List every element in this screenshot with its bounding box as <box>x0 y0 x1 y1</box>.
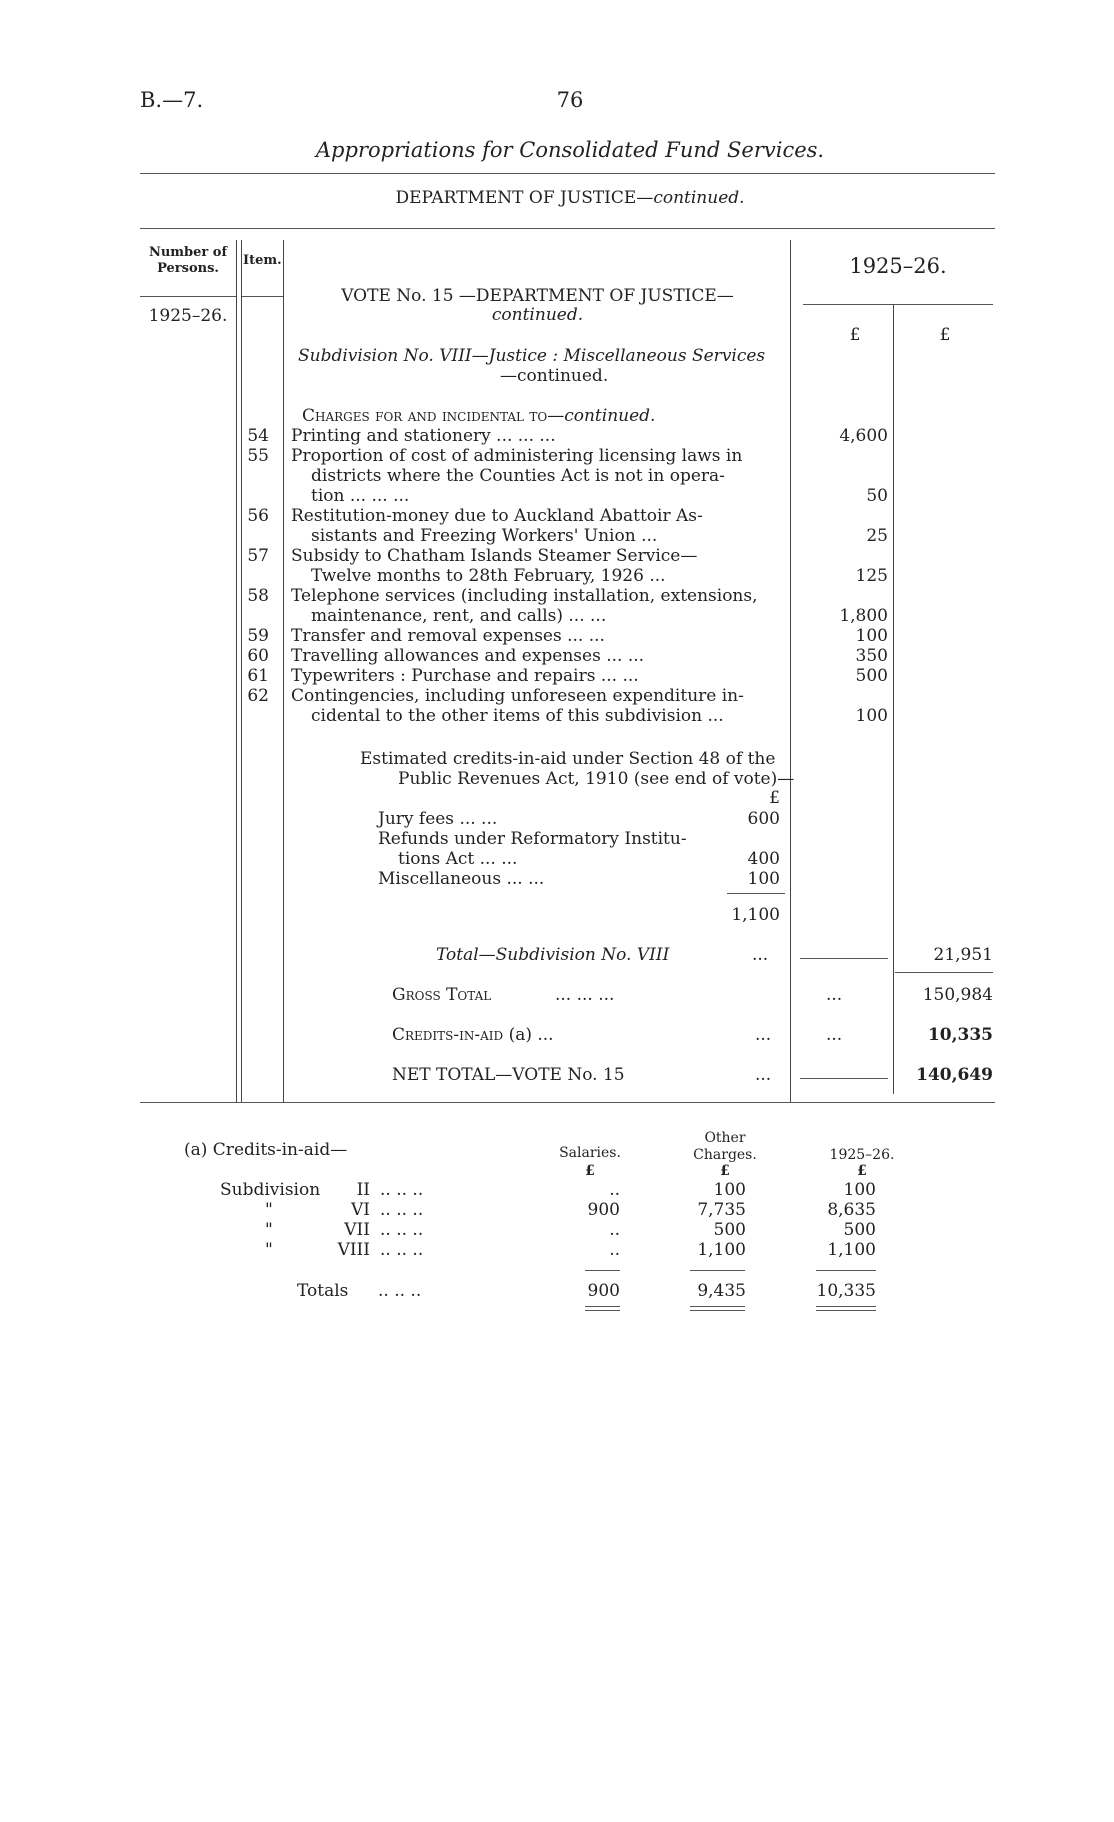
fn-dbl-salaries <box>585 1306 620 1310</box>
fn-row-year: 100 <box>843 1180 876 1200</box>
charges-label: Charges for and incidental to <box>302 406 548 426</box>
gross-total-label: Gross Total <box>392 985 492 1005</box>
item-text: Transfer and removal expenses ... ... <box>291 626 605 646</box>
credits-in-aid-row <box>392 1025 554 1045</box>
col-header-persons: Number of Persons. <box>148 245 228 276</box>
credit-row-misc: Miscellaneous ... ... <box>378 869 545 889</box>
item-text: Twelve months to 28th February, 1926 ... <box>311 566 666 586</box>
gross-total-label-row <box>392 985 491 1005</box>
item-number: 55 <box>247 446 269 466</box>
fn-sum-rule-year <box>816 1270 876 1271</box>
fn-row-salaries: .. <box>609 1180 620 1200</box>
item-number: 57 <box>247 546 269 566</box>
credit-amount-jury: 600 <box>747 809 780 829</box>
fn-totals-leader: .. .. .. <box>378 1281 422 1301</box>
gross-total-value: 150,984 <box>922 985 993 1005</box>
fn-row-leader: .. .. .. <box>380 1220 424 1240</box>
item-text: Contingencies, including unforeseen expenditure in- <box>291 686 744 706</box>
fn-col-year: 1925–26. <box>829 1147 895 1163</box>
fn-row-salaries: 900 <box>587 1200 620 1220</box>
gross-total-mid: ... <box>826 985 843 1005</box>
item-amount: 1,800 <box>839 606 888 626</box>
title-rule <box>140 173 995 174</box>
fn-row-number: II <box>356 1180 370 1200</box>
footnote-title: (a) Credits-in-aid— <box>184 1140 348 1160</box>
text-col-rule <box>790 240 791 1102</box>
fn-row-salaries: .. <box>609 1220 620 1240</box>
item-amount: 100 <box>855 706 888 726</box>
item-number: 58 <box>247 586 269 606</box>
charges-cont: —continued. <box>547 406 656 426</box>
vote-title: VOTE No. 15 —DEPARTMENT OF JUSTICE— <box>341 286 734 306</box>
pound-col2: £ <box>939 325 951 345</box>
subdivision-title-cont: —continued. <box>500 366 609 386</box>
page-title: Appropriations for Consolidated Fund Services. <box>315 138 825 162</box>
subdivision-dash <box>800 958 888 959</box>
fn-row-year: 1,100 <box>827 1240 876 1260</box>
item-text: Restitution-money due to Auckland Abattoir As- <box>291 506 703 526</box>
item-text: cidental to the other items of this subdivision ... <box>311 706 724 726</box>
credit-amount-misc: 100 <box>747 869 780 889</box>
item-number: 56 <box>247 506 269 526</box>
fn-row-ditto: " <box>265 1200 273 1220</box>
fn-row-number: VIII <box>337 1240 370 1260</box>
item-text: Travelling allowances and expenses ... ... <box>291 646 645 666</box>
fn-row-other: 7,735 <box>697 1200 746 1220</box>
item-number: 54 <box>247 426 269 446</box>
page-number: 76 <box>556 88 584 112</box>
credits-intro: Estimated credits-in-aid under Section 48 of the <box>360 749 776 769</box>
item-amount: 50 <box>866 486 888 506</box>
credits-in-aid-dots: ... <box>755 1025 772 1045</box>
fn-sum-rule-salaries <box>585 1270 620 1271</box>
item-amount: 125 <box>855 566 888 586</box>
net-total-dash <box>800 1078 888 1079</box>
fn-row-other: 500 <box>713 1220 746 1240</box>
subdivision-title: Subdivision No. VIII—Justice : Miscellaneous Services <box>298 346 766 366</box>
credits-in-aid-mid: ... <box>826 1025 843 1045</box>
credits-total: 1,100 <box>731 905 780 925</box>
subdivision-total-label: Total—Subdivision No. VIII <box>436 945 670 965</box>
col-header-year: 1925–26. <box>849 254 947 278</box>
fn-row-leader: .. .. .. <box>380 1180 424 1200</box>
fn-pound-year: £ <box>857 1163 867 1179</box>
item-amount: 4,600 <box>839 426 888 446</box>
item-header-rule <box>241 296 283 297</box>
item-amount: 25 <box>866 526 888 546</box>
department-name: DEPARTMENT OF JUSTICE <box>395 188 637 208</box>
item-number: 59 <box>247 626 269 646</box>
item-text: Subsidy to Chatham Islands Steamer Service— <box>291 546 698 566</box>
subdivision-total-value: 21,951 <box>933 945 993 965</box>
amount-col-rule <box>893 304 894 1094</box>
credits-sum-rule <box>727 893 785 894</box>
vote-title-cont: continued. <box>491 305 584 325</box>
department-heading <box>200 188 940 208</box>
fn-row-number: VII <box>344 1220 370 1240</box>
item-text: districts where the Counties Act is not in opera- <box>311 466 725 486</box>
fn-row-year: 500 <box>843 1220 876 1240</box>
fn-pound-other: £ <box>720 1163 730 1179</box>
item-amount: 350 <box>855 646 888 666</box>
credit-row-refunds-cont: tions Act ... ... <box>398 849 518 869</box>
subdivision-total-dots: ... <box>752 945 769 965</box>
fn-row-leader: .. .. .. <box>380 1200 424 1220</box>
item-text: sistants and Freezing Workers' Union ... <box>311 526 658 546</box>
fn-dbl-other <box>690 1306 745 1310</box>
item-col-rule-right <box>283 240 284 1102</box>
gross-total-dots: ... ... ... <box>555 985 615 1005</box>
fn-pound-salaries: £ <box>585 1163 595 1179</box>
net-total-label: NET TOTAL—VOTE No. 15 <box>392 1065 625 1085</box>
item-amount: 500 <box>855 666 888 686</box>
item-number: 60 <box>247 646 269 666</box>
item-number: 61 <box>247 666 269 686</box>
fn-row-leader: .. .. .. <box>380 1240 424 1260</box>
item-text: Telephone services (including installation, extensions, <box>291 586 758 606</box>
item-text: Printing and stationery ... ... ... <box>291 426 556 446</box>
credit-row-jury: Jury fees ... ... <box>378 809 498 829</box>
credits-in-aid-value: 10,335 <box>927 1025 993 1045</box>
fn-row-salaries: .. <box>609 1240 620 1260</box>
fn-dbl-year <box>816 1306 876 1310</box>
item-text: Proportion of cost of administering licensing laws in <box>291 446 743 466</box>
department-cont: —continued. <box>636 188 745 208</box>
pound-col1: £ <box>849 325 861 345</box>
item-text: Typewriters : Purchase and repairs ... ... <box>291 666 639 686</box>
heading-rule <box>140 228 995 229</box>
fn-col-salaries: Salaries. <box>559 1145 621 1161</box>
persons-col-rule <box>236 240 237 1102</box>
credit-amount-refunds: 400 <box>747 849 780 869</box>
credits-pound: £ <box>769 788 780 808</box>
fn-total-salaries: 900 <box>587 1281 620 1301</box>
subdivision-total-rule <box>895 972 993 973</box>
fn-row-other: 100 <box>713 1180 746 1200</box>
fn-row-ditto: " <box>265 1240 273 1260</box>
fn-row-number: VI <box>351 1200 370 1220</box>
credits-in-aid-label: Credits-in-aid <box>392 1025 504 1045</box>
fn-row-other: 1,100 <box>697 1240 746 1260</box>
fn-totals-label: Totals <box>297 1281 349 1301</box>
item-amount: 100 <box>855 626 888 646</box>
fn-col-other-2: Charges. <box>693 1147 757 1163</box>
charges-heading <box>302 406 655 426</box>
document-reference: B.—7. <box>140 88 204 112</box>
net-total-value: 140,649 <box>916 1065 993 1085</box>
year-header-rule <box>803 304 993 305</box>
item-text: tion ... ... ... <box>311 486 410 506</box>
net-total-dots: ... <box>755 1065 772 1085</box>
col-header-item: Item. <box>243 253 282 268</box>
credit-row-refunds: Refunds under Reformatory Institu- <box>378 829 687 849</box>
persons-header-rule <box>140 296 236 297</box>
fn-row-year: 8,635 <box>827 1200 876 1220</box>
fn-row-ditto: " <box>265 1220 273 1240</box>
table-bottom-rule <box>140 1102 995 1103</box>
item-text: maintenance, rent, and calls) ... ... <box>311 606 607 626</box>
fn-total-other: 9,435 <box>697 1281 746 1301</box>
fn-row-subdivision-label: Subdivision <box>220 1180 321 1200</box>
item-number: 62 <box>247 686 269 706</box>
fn-col-other-1: Other <box>704 1130 746 1146</box>
fn-sum-rule-other <box>690 1270 745 1271</box>
fn-total-year: 10,335 <box>816 1281 876 1301</box>
credits-in-aid-suffix: (a) ... <box>508 1025 554 1045</box>
persons-year: 1925–26. <box>148 306 228 326</box>
credits-intro-cont: Public Revenues Act, 1910 (see end of vote)— <box>398 769 795 789</box>
